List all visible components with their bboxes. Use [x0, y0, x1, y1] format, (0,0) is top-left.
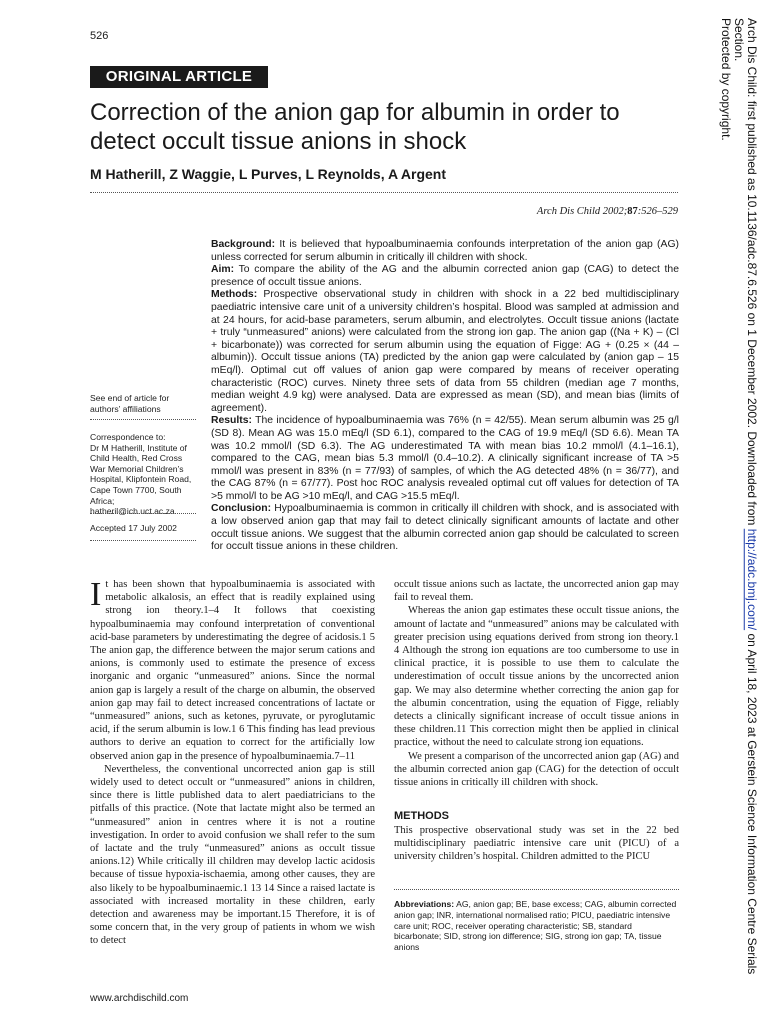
correspondence-address: Dr M Hatherill, Institute of Child Health, Red Cross War Memorial Children’s Hospital, Klipfontein Road, Cape Town 7700, South Africa; [90, 442, 192, 506]
drop-cap: I [90, 576, 102, 613]
paragraph: Nevertheless, the conventional uncorrected anion gap is still widely used to detect occult or “unmeasured” anions in children, since there is little published data to alert paediatricians to the pitfalls of this practice. (Note that lactate might also be termed an “unmeasured” anion in centres where it is not a routine investigation. In order to avoid confusion we shall refer to the sum of lactate and the truly “unmeasured” anions as occult tissue anions.12) While critically ill children may develop lactic acidosis because of tissue hypoxia-ischaemia, among other causes, they are also likely to be hypoalbuminaemic.1 13 14 Since a raised lactate is associated with increased mortality in these children, early detection and awareness may be important.15 Therefore, it is of some concern that, in the very group of patients in whom we wish to detect [90, 763, 375, 947]
abstract-label: Conclusion: [211, 503, 272, 515]
paragraph: This prospective observational study was set in the 22 bed multidisciplinary paediatric intensive care unit (PICU) of a university children’s hospital. Children admitted to the PICU [394, 825, 679, 863]
paragraph: t has been shown that hypoalbuminaemia is associated with metabolic alkalosis, an effect that is readily explained using strong ion theory.1–4 It follows that coexisting hypoalbuminaemia may confound interpretation of conventional acid-base parameters by underestimating the degree of acidosis.1 5 The anion gap, the difference between the major serum cations and anions, is commonly used to estimate the presence of excess inorganic and organic “unmeasured” anions. Since the normal anion gap is largely a result of the charge on albumin, the observed anion gap may fail to detect increased concentrations of lactate or “unmeasured” anions, such as ketones, pyruvate, or pyroglutamic acid, if the serum albumin is low.1 6 This finding has lead previous authors to derive an equation to correct for the artificially low observed anion gap in the presence of hypoalbuminaemia.7–11 [90, 579, 375, 762]
citation [537, 206, 678, 217]
divider [90, 192, 678, 193]
body-column-1 [90, 578, 375, 948]
abbreviations-text: AG, anion gap; BE, base excess; CAG, albumin corrected anion gap; INR, international normalised ratio; PICU, paediatric intensive care unit; ROC, receiver operating characteristic; SB, standard bicarbonate; SID, strong ion difference; SIG, strong ion gap; TA, tissue anions [394, 899, 677, 953]
abstract-label: Methods: [211, 289, 258, 301]
notice-text: Arch Dis Child: first published as 10.1136/adc.87.6.526 on 1 December 2002. Downloaded from [745, 18, 759, 529]
citation-journal: Arch Dis Child 2002; [536, 206, 628, 217]
paragraph: We present a comparison of the uncorrected anion gap (AG) and the albumin corrected anion gap (CAG) for the detection of occult tissue anions in critically ill children with shock. [394, 750, 679, 789]
correspondence-label: Correspondence to: [90, 432, 166, 442]
page-number: 526 [90, 30, 109, 42]
abstract-conclusion: Hypoalbuminaemia is common in critically ill children with shock, and is associated with a low observed anion gap that may fail to detect clinically significant amounts of lactate and other occult tissue anions. We suggest that the albumin corrected anion gap should be calculated to screen for occult tissue anions in these children. [211, 503, 679, 553]
abstract [211, 239, 679, 554]
divider [90, 540, 196, 541]
download-notice [719, 18, 759, 998]
article-type-banner: ORIGINAL ARTICLE [90, 66, 268, 88]
abstract-label: Aim: [211, 264, 235, 276]
abbreviations-label: Abbreviations: [394, 899, 455, 909]
citation-pages: :526–529 [637, 206, 678, 217]
abstract-background: It is believed that hypoalbuminaemia confounds interpretation of the anion gap (AG) unless corrected for serum albumin in critically ill children with shock. [211, 239, 679, 263]
correspondence-email[interactable]: hatheril@ich.uct.ac.za [90, 506, 175, 517]
citation-volume: 87 [627, 206, 638, 217]
footer-url[interactable]: www.archdischild.com [90, 993, 189, 1004]
section-heading: METHODS [394, 810, 449, 822]
correspondence [90, 432, 196, 517]
article-title: Correction of the anion gap for albumin in order to detect occult tissue anions in shock [90, 99, 620, 155]
paragraph: Whereas the anion gap estimates these occult tissue anions, the amount of lactate and “unmeasured” anions may be calculated with greater precision using equations derived from strong ion theory.1 4 Although the strong ion equations are too cumbersome to use in clinical practice, it is possible to use them to calculate the underestimation of occult tissue anions by the uncorrected anion gap. We may also determine whether correcting the anion gap for the albumin concentration, using the equation of Figge, reliably detects a clinically significant increase of occult tissue anions in these children.11 This correction might then be applied in clinical practice, without the need to calculate strong ion equations. [394, 605, 679, 749]
author-list: M Hatherill, Z Waggie, L Purves, L Reynolds, A Argent [90, 166, 447, 182]
abstract-results: The incidence of hypoalbuminaemia was 76% (n = 42/55). Mean serum albumin was 25 g/l (SD 8). Mean AG was 15.0 mEq/l (SD 6.1), compared to the CAG of 19.9 mEq/l (SD 6.6). Mean TA was 10.2 mmol/l (SD 6.3). The AG underestimated TA with mean bias 10.2 mmol/l (4.1–16.1), compared to the CAG, mean bias 5.3 mmol/l (0.4–10.2). A clinically significant increase of TA >5 mmol/l was present in 83% (n = 77/93) of samples, of which the AG detected 48% (n = 36/77), and the CAG 87% (n = 67/77). Post hoc ROC analysis revealed optimal cut off values for detection of TA >5 mmol/l to be AG >10 mEq/l, and CAG >15.5 mEq/l. [211, 415, 679, 502]
notice-text: on April 18, 2023 at Gerstein Science Information Centre Serials Section. [732, 18, 759, 975]
divider [90, 513, 196, 514]
abstract-label: Results: [211, 415, 252, 427]
paragraph: occult tissue anions such as lactate, the uncorrected anion gap may fail to reveal them. [394, 579, 679, 604]
journal-link[interactable]: http://adc.bmj.com/ [745, 528, 759, 631]
divider [90, 419, 196, 420]
copyright-notice: Protected by copyright. [719, 18, 733, 141]
abstract-aim: To compare the ability of the AG and the albumin corrected anion gap (CAG) to detect the presence of occult tissue anions. [211, 264, 679, 288]
body-column-2 [394, 578, 679, 789]
accepted-date: Accepted 17 July 2002 [90, 523, 177, 533]
abstract-methods: Prospective observational study in children with shock in a 22 bed multidisciplinary paediatric intensive care unit of a university children’s hospital. Blood was sampled at admission and at 24 hours, for acid-base parameters, serum albumin, and electrolytes. Occult tissue anions (lactate + truly “unmeasured” anions) were calculated from the strong ion gap. The anion gap ((Na + K) – (Cl + bicarbonate)) was corrected for serum albumin using the equation of Figge: AG + (0.25 × (44 – albumin)). Occult tissue anions (TA) predicted by the anion gap were calculated by (anion gap – 15 mEq/l). Optimal cut off values of anion gap were compared by means of receiver operating characteristic (ROC) curves. Ninety three sets of data from 55 children (median age 7 months, median weight 4.9 kg) were analysed. Data are expressed as mean (SD), and mean bias (limits of agreement). [211, 289, 679, 414]
affiliations-note: See end of article for authors’ affiliations [90, 393, 170, 414]
abstract-label: Background: [211, 239, 276, 250]
divider [394, 889, 679, 890]
abbreviations [394, 899, 679, 953]
